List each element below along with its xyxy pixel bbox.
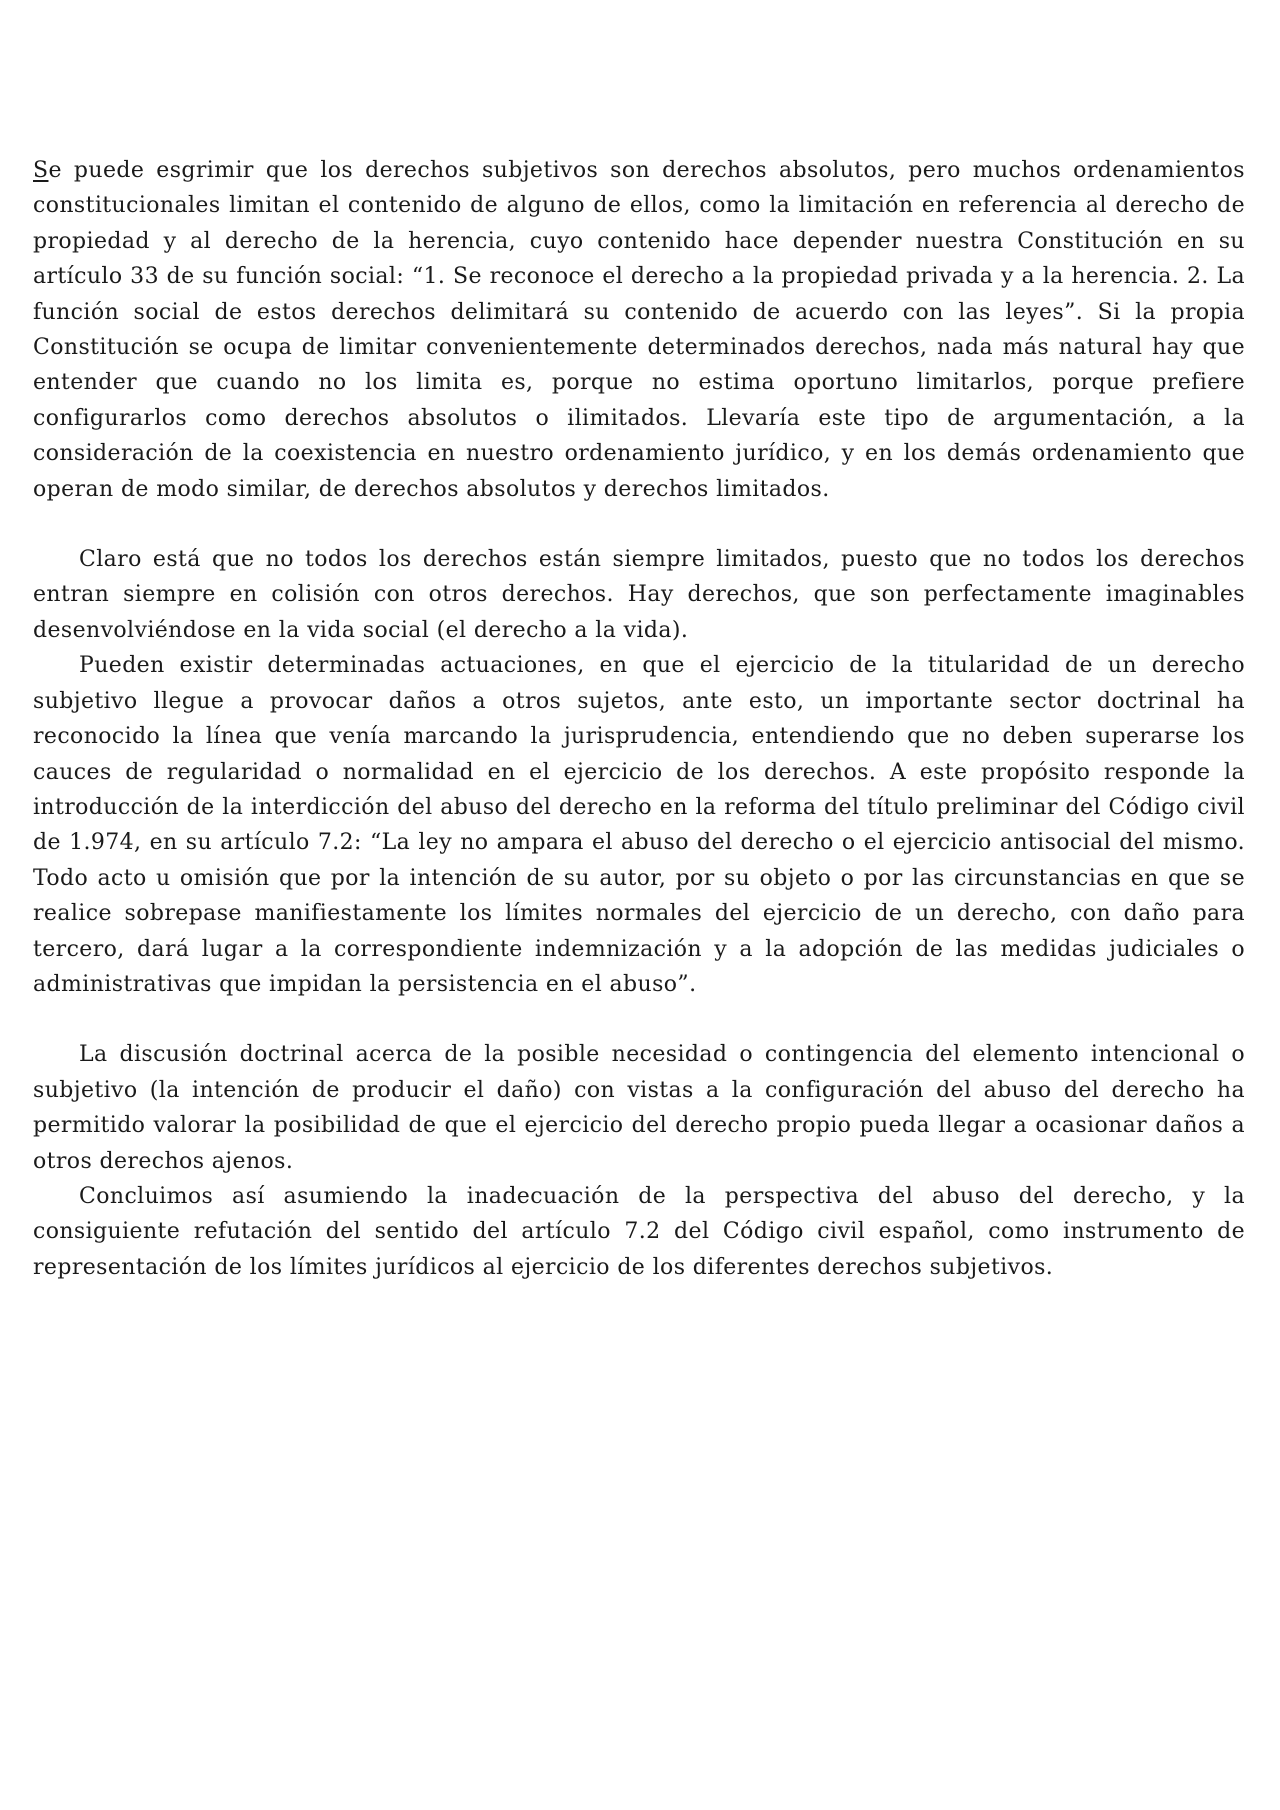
paragraph-4: La discusión doctrinal acerca de la posible necesidad o contingencia del elemento intencional o subjetivo (la intención de producir el daño) con vistas a la configuración del abuso del derecho ha permitido valorar la posibilidad de que el ejercicio del derecho propio pueda llegar a ocasionar daños a otros derechos ajenos. <box>33 1042 1245 1174</box>
paragraph-2: Claro está que no todos los derechos están siempre limitados, puesto que no todos los derechos entran siempre en colisión con otros derechos. Hay derechos, que son perfectamente imaginables desenvolviéndose en la vida social (el derecho a la vida). <box>33 547 1245 643</box>
paragraph-3: Pueden existir determinadas actuaciones, en que el ejercicio de la titularidad de un derecho subjetivo llegue a provocar daños a otros sujetos, ante esto, un importante sector doctrinal ha reconocido la línea que venía marcando la jurisprudencia, entendiendo que no deben superarse los cauces de regularidad o normalidad en el ejercicio de los derechos. A este propósito responde la introducción de la interdicción del abuso del derecho en la reforma del título preliminar del Código civil de 1.974, en su artículo 7.2: “La ley no ampara el abuso del derecho o el ejercicio antisocial del mismo. Todo acto u omisión que por la intención de su autor, por su objeto o por las circunstancias en que se realice sobrepase manifiestamente los límites normales del ejercicio de un derecho, con daño para tercero, dará lugar a la correspondiente indemnización y a la adopción de las medidas judiciales o administrativas que impidan la persistencia en el abuso”. <box>33 653 1245 997</box>
paragraph-gap <box>33 1002 1245 1037</box>
paragraph-1-text: e puede esgrimir que los derechos subjetivos son derechos absolutos, pero muchos ordenamientos constitucionales limitan el contenido de alguno de ellos, como la limitación en referencia al derecho de propiedad y al derecho de la herencia, cuyo contenido hace depender nuestra Constitución en su artículo 33 de su función social: “1. Se reconoce el derecho a la propiedad privada y a la herencia. 2. La función social de estos derechos delimitará su contenido de acuerdo con las leyes”. Si la propia Constitución se ocupa de limitar convenientemente determinados derechos, nada más natural hay que entender que cuando no los limita es, porque no estima oportuno limitarlos, porque prefiere configurarlos como derechos absolutos o ilimitados. Llevaría este tipo de argumentación, a la consideración de la coexistencia en nuestro ordenamiento jurídico, y en los demás ordenamiento que operan de modo similar, de derechos absolutos y derechos limitados. <box>33 158 1245 502</box>
document-page <box>33 153 1245 1285</box>
paragraph-1 <box>33 153 1245 507</box>
paragraph-gap <box>33 507 1245 542</box>
paragraph-5: Concluimos así asumiendo la inadecuación de la perspectiva del abuso del derecho, y la consiguiente refutación del sentido del artículo 7.2 del Código civil español, como instrumento de representación de los límites jurídicos al ejercicio de los diferentes derechos subjetivos. <box>33 1183 1245 1280</box>
paragraph-1-initial: S <box>33 158 49 183</box>
